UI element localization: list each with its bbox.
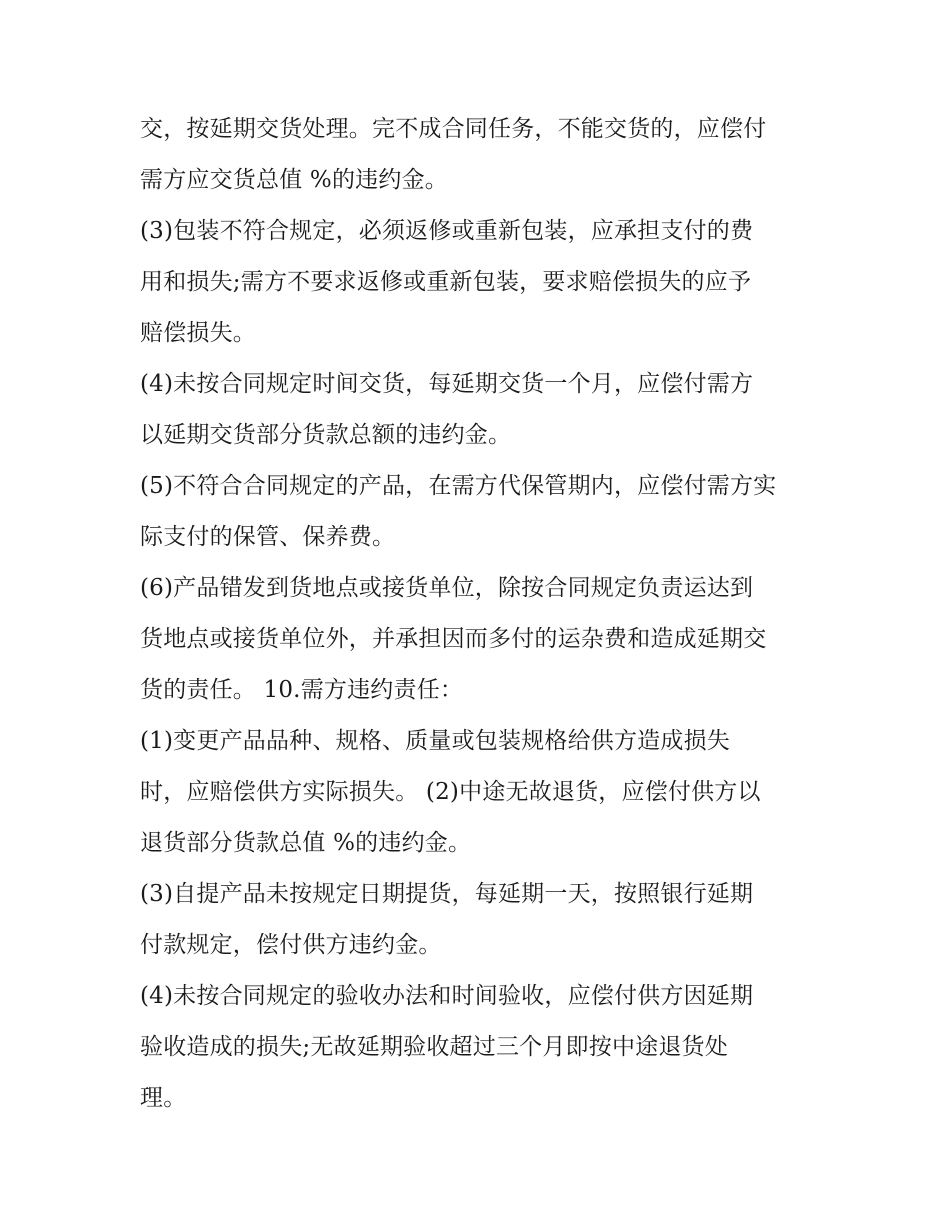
text-line-11: 货地点或接货单位外，并承担因而多付的运杂费和造成延期交 [140, 626, 767, 652]
text-line-8: (5)不符合合同规定的产品，在需方代保管期内，应偿付需方实 [140, 473, 777, 499]
text-line-17: 付款规定，偿付供方违约金。 [140, 932, 442, 958]
text-line-10: (6)产品错发到货地点或接货单位，除按合同规定负责运达到 [140, 575, 754, 601]
text-line-13: (1)变更产品品种、规格、质量或包装规格给供方造成损失 [140, 728, 730, 754]
text-line-3: (3)包装不符合规定，必须返修或重新包装，应承担支付的费 [140, 218, 754, 244]
text-line-1: 交，按延期交货处理。完不成合同任务，不能交货的，应偿付 [140, 116, 767, 142]
text-line-18: (4)未按合同规定的验收办法和时间验收，应偿付供方因延期 [140, 983, 754, 1009]
text-line-20: 理。 [140, 1085, 187, 1111]
text-line-9: 际支付的保管、保养费。 [140, 524, 396, 550]
text-line-15: 退货部分货款总值 %的违约金。 [140, 830, 472, 856]
text-line-5: 赔偿损失。 [140, 320, 256, 346]
text-line-14: 时，应赔偿供方实际损失。 (2)中途无故退货，应偿付供方以 [140, 779, 761, 805]
text-line-19: 验收造成的损失;无故延期验收超过三个月即按中途退货处 [140, 1034, 728, 1060]
text-line-16: (3)自提产品未按规定日期提货，每延期一天，按照银行延期 [140, 881, 754, 907]
text-line-2: 需方应交货总值 %的违约金。 [140, 167, 448, 193]
text-line-4: 用和损失;需方不要求返修或重新包装，要求赔偿损失的应予 [140, 269, 752, 295]
document-body [140, 104, 840, 1124]
text-line-6: (4)未按合同规定时间交货，每延期交货一个月，应偿付需方 [140, 371, 754, 397]
text-line-7: 以延期交货部分货款总额的违约金。 [140, 422, 512, 448]
text-line-12: 货的责任。 10.需方违约责任： [140, 677, 464, 703]
